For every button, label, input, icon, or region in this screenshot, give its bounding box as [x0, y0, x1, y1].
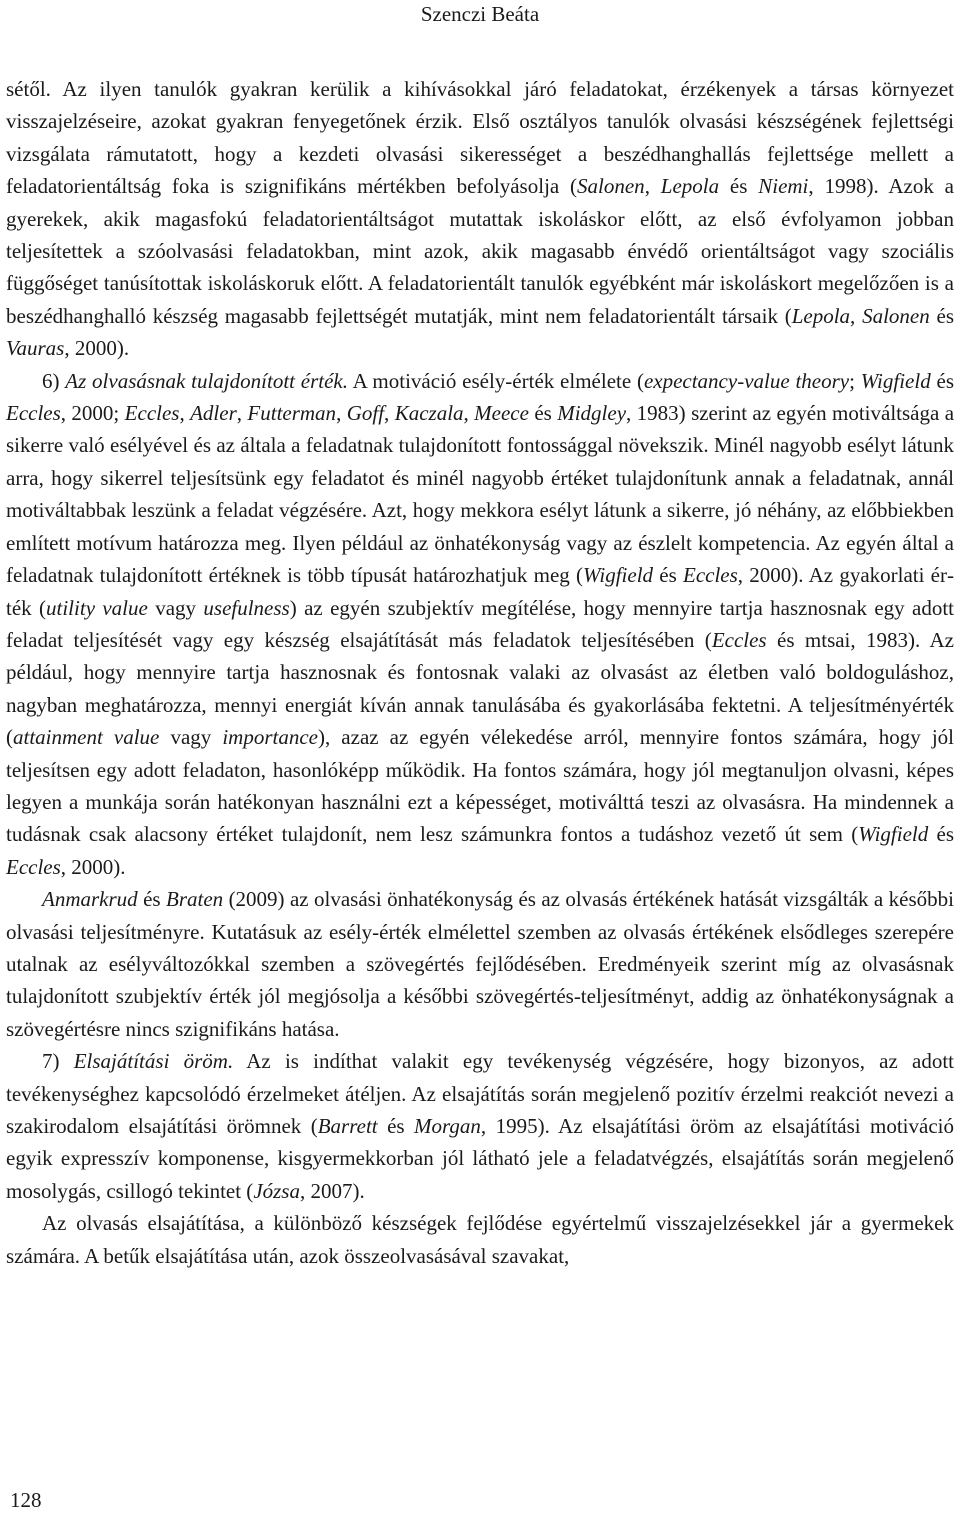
- italic-text: Anmarkrud: [42, 887, 138, 912]
- text-run: ), azaz az egyén vélekedése arról, mennyire fontos számára, hogy jól teljesítsen egy adott feladaton, hasonlóképp működik. Ha fontos számára, hogy jól megtanuljon olvasni, képes legyen a munkája során hatékonyan használni ezt a képességet, motiválttá teszi az olvasásra. Ha mindennek a tudásnak csak alacsony értéket tulajdonít, nem lesz számunkra fontos a tudáshoz vezető út sem (: [6, 725, 954, 847]
- text-run: ,: [644, 174, 661, 199]
- italic-text: Eccles: [683, 563, 738, 588]
- text-run: vagy: [159, 725, 223, 750]
- italic-text: attainment value: [13, 725, 160, 750]
- text-run: ,: [236, 401, 248, 426]
- text-run: , 2000). Az gyakorlati érték (: [6, 563, 954, 620]
- italic-text: Lepola: [791, 303, 851, 328]
- italic-text: Barrett: [317, 1114, 378, 1138]
- italic-text: Wigfield: [583, 563, 654, 588]
- text-run: , 1995). Az elsajátítási öröm az elsajátítási motiváció egyik expresszív komponense, kisgyermekkorban jól látható jele a feladatvégzés, elsajátítás során megjelenő mosolygás, csillogó tekintet (: [6, 1114, 954, 1203]
- italic-text: Adler: [190, 401, 237, 426]
- text-run: ,: [336, 401, 347, 426]
- italic-text: Meece: [474, 401, 529, 426]
- italic-text: Salonen: [862, 303, 930, 328]
- italic-text: Elsajátítási öröm.: [73, 1049, 234, 1074]
- italic-text: expectancy-value theory: [643, 368, 850, 393]
- page-number: 128: [10, 1488, 42, 1512]
- text-run: , 2000).: [60, 854, 126, 879]
- text-run: vagy: [147, 595, 204, 620]
- italic-text: Niemi: [758, 174, 809, 199]
- italic-text: Morgan: [414, 1114, 481, 1138]
- text-run: ,: [850, 303, 863, 328]
- text-run: és: [928, 822, 954, 847]
- italic-text: Wigfield: [860, 368, 931, 393]
- text-run: , 2000).: [64, 336, 130, 361]
- italic-text: importance: [222, 725, 318, 750]
- text-run: sétől. Az ilyen tanulók gyakran kerülik a kihívásokkal járó feladatokat, érzékenyek a társas környezet visszajelzéseire, azokat gyakran fenyegetőnek érzik. Első osztályos tanulók olvasási készségének fejlettségi vizsgálata rámutatott, hogy a kezdeti olvasási sikerességet a beszédhanghallás fejlettsége mellett a feladatorientáltság foka is szignifikáns mértékben befolyásolja (: [6, 77, 954, 199]
- italic-text: Eccles: [6, 854, 61, 879]
- text-run: 7): [42, 1049, 74, 1074]
- text-run: és: [719, 174, 759, 199]
- italic-text: usefulness: [203, 595, 290, 620]
- text-run: és: [528, 401, 558, 426]
- text-run: , 2007).: [299, 1178, 365, 1203]
- text-run: 6): [42, 368, 66, 393]
- text-run: és: [137, 887, 166, 912]
- text-run: , 2000;: [60, 401, 125, 426]
- text-run: és mtsai, 1983). Az például, hogy mennyire tartja hasznosnak és fontosnak valaki az olvasást az életben való boldoguláshoz, nagyban meghatározza, mennyi energiát kíván annak tanulásába és gyakorlásába fektetni. A teljesítményérték (: [6, 627, 955, 750]
- text-run: és: [930, 368, 954, 393]
- italic-text: Eccles: [711, 627, 767, 652]
- text-run: ,: [463, 401, 475, 426]
- running-header-author: Szenczi Beáta: [420, 2, 540, 26]
- italic-text: Futterman: [247, 401, 337, 426]
- text-run: Az is indíthat valakit egy tevékenység végzésére, hogy bizonyos, az adott tevékenységhez kapcsolódó érzelmeket átéljen. Az elsajátítás során megjelenő pozitív érzelmi reakciót nevezi a szakirodalom elsajátítási örömnek (: [6, 1049, 954, 1138]
- italic-text: Midgley: [557, 401, 627, 426]
- paragraph: [6, 1045, 954, 1207]
- italic-text: Braten: [166, 887, 224, 912]
- text-run: (2009) az olvasási önhatékonyság és az olvasás értékének hatását vizsgálták a későbbi olvasási teljesítményre. Kutatásuk az esély-érték elmélettel szemben az olvasás értékének elsődleges szerepére utalnak az esélyváltozókkal szemben a szövegértés fejlődésében. Eredményeik szerint míg az olvasásnak tulajdonított szubjektív érték jól megjósolja a későbbi szövegértés-teljesítményt, addig az önhatékonyságnak a szövegértésre nincs szignifikáns hatása.: [6, 887, 954, 1041]
- paragraph: [6, 73, 954, 365]
- paragraph: [6, 883, 954, 1045]
- italic-text: Vauras: [6, 336, 65, 361]
- text-run: A motiváció esély-érték elmélete (: [348, 368, 644, 393]
- text-run: , 1998). Azok a gyerekek, akik magasfokú feladatorientáltságot mutattak iskoláskor előtt, az első évfolyamon jobban teljesítettek a szóolvasási feladatokban, mint azok, akik magasabb énvédő orientáltságot vagy szociális függőséget tanúsítottak iskoláskoruk előtt. A feladatorientált tanulók egyébként már iskoláskort megelőzően is a beszédhanghalló készség magasabb fejlettségét mutatják, mint nem feladatorientált társaik (: [6, 174, 954, 328]
- italic-text: Józsa: [253, 1178, 300, 1203]
- text-run: és: [377, 1114, 414, 1138]
- text-run: ;: [849, 368, 861, 393]
- text-run: , 1983) szerint az egyén motiváltsága a sikerre való esélyével és az általa a feladatnak tulajdonított fontossággal növekszik. Minél nagyobb esélyt látunk arra, hogy sikerrel teljesítsünk egy feladatot és minél nagyobb értéket tulajdonítunk annak a feladatnak, annál motiváltabbak leszünk a feladat végzésére. Azt, hogy mekkora esélyt látunk a sikerre, jó néhány, az előbbiekben említett motívum határozza meg. Ilyen például az önhatékonyság vagy az észlelt kompetencia. Az egyén által a feladatnak tulajdonított értéknek is több típusát határozhatjuk meg (: [6, 401, 955, 588]
- document-body: [6, 73, 954, 1272]
- text-run: ,: [384, 401, 395, 426]
- text-run: ) az egyén szubjektív megítélése, hogy mennyire tartja hasznosnak egy adott feladat teljesítését vagy egy készség elsajátítását más feladatok teljesítésében (: [6, 595, 954, 652]
- italic-text: Az olvasásnak tulajdonított érték.: [65, 368, 348, 393]
- italic-text: Lepola: [660, 174, 720, 199]
- italic-text: Kaczala: [394, 401, 464, 426]
- italic-text: Eccles: [6, 401, 61, 426]
- italic-text: Eccles: [124, 401, 180, 426]
- italic-text: Goff: [346, 401, 385, 426]
- italic-text: Salonen: [577, 174, 645, 199]
- italic-text: utility value: [46, 595, 148, 620]
- paragraph: [6, 1207, 954, 1272]
- paragraph: [6, 365, 954, 884]
- text-run: ,: [179, 401, 191, 426]
- text-run: Az olvasás elsajátítása, a különböző készségek fejlődése egyértelmű visszajelzésekkel jár a gyermekek számára. A betűk elsajátítása után, azok összeolvasásával szavakat,: [6, 1211, 954, 1268]
- text-run: és: [929, 303, 954, 328]
- text-run: és: [653, 563, 683, 588]
- italic-text: Wigfield: [858, 822, 929, 847]
